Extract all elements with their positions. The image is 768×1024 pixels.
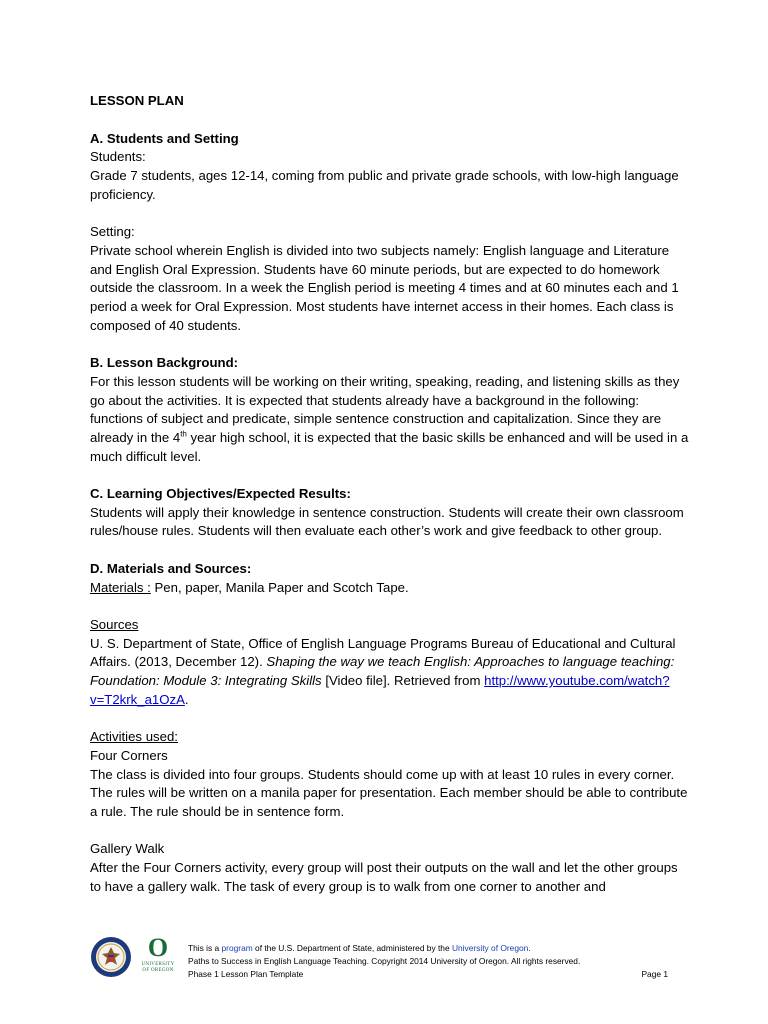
footer-line-3	[188, 968, 668, 981]
footer-line-2: Paths to Success in English Language Teaching. Copyright 2014 University of Oregon. All rights reserved.	[188, 956, 581, 966]
citation-part-1: U. S. Department of State, Office of English Language Programs Bureau of Educational and Cultural Affairs. (2013, December 12).	[90, 635, 676, 670]
gallery-walk-title: Gallery Walk	[90, 841, 165, 857]
footer-line-1	[188, 942, 668, 955]
source-citation	[90, 635, 690, 710]
setting-text: Private school wherein English is divided into two subjects namely: English language and Literature and English Oral Expression. Students have 60 minute periods, but are expected to do homework outside the classroom. In a week the English period is meeting 4 times and at 60 minutes each and 1 period a week for Oral Expression. Most students have internet access in their homes. Each class is composed of 40 students.	[90, 242, 679, 333]
uo-logo-letter: O	[147, 933, 169, 962]
materials-line	[90, 579, 690, 598]
footer-line-1b: of the U.S. Department of State, administered by the	[252, 943, 452, 953]
four-corners-text: The class is divided into four groups. Students should come up with at least 10 rules in every corner. The rules will be written on a manila paper for presentation. Each member should be able to contribute a rule. The rule should be in sentence form.	[90, 766, 688, 819]
video-link[interactable]: http://www.youtube.com/watch?v=T2krk_a1OzA	[90, 673, 670, 707]
uo-logo-text-1: UNIVERSITY	[141, 962, 175, 967]
template-name: Phase 1 Lesson Plan Template	[188, 969, 304, 979]
section-b-heading: B. Lesson Background:	[90, 355, 239, 371]
footer-text	[188, 942, 668, 981]
citation-part-2: [Video file]. Retrieved from	[321, 673, 485, 689]
background-text-2: year high school, it is expected that the basic skills be enhanced and will be used in a much difficult level.	[90, 429, 689, 464]
activities-label: Activities used:	[90, 729, 178, 745]
department-of-state-seal-icon	[90, 936, 132, 978]
footer-line-1a: This is a	[188, 943, 222, 953]
section-a-heading: A. Students and Setting	[90, 130, 239, 146]
sources-label: Sources	[90, 616, 139, 632]
program-link[interactable]: program	[221, 943, 253, 953]
lesson-plan-document	[90, 92, 690, 896]
objectives-text: Students will apply their knowledge in sentence construction. Students will create their own classroom rules/house rules. Students will then evaluate each other’s work and give feedback to other group.	[90, 504, 684, 539]
section-d-heading: D. Materials and Sources:	[90, 560, 252, 576]
university-of-oregon-link[interactable]: University of Oregon	[451, 943, 529, 953]
university-of-oregon-logo	[140, 934, 176, 982]
setting-label: Setting:	[90, 224, 135, 240]
citation-end: .	[184, 691, 189, 707]
page-number: Page 1	[641, 969, 668, 979]
footer-line-1c: .	[528, 943, 531, 953]
page-footer	[90, 932, 670, 992]
four-corners-title: Four Corners	[90, 747, 168, 763]
materials-text: Pen, paper, Manila Paper and Scotch Tape.	[150, 579, 409, 595]
citation-title: Shaping the way we teach English: Approaches to language teaching: Foundation: Module 3: Integrating Skills	[90, 654, 675, 689]
document-title: LESSON PLAN	[90, 93, 184, 108]
materials-label: Materials :	[90, 579, 151, 595]
section-c-heading: C. Learning Objectives/Expected Results:	[90, 486, 351, 502]
lesson-background-text	[90, 373, 690, 467]
background-text-1: For this lesson students will be working on their writing, speaking, reading, and listening skills as they go about the activities. It is expected that students already have a background in the following: functions of subject and predicate, simple sentence construction and capitalization. Since they are already in the 4	[90, 373, 680, 445]
ordinal-suffix: th	[180, 429, 187, 439]
students-label: Students:	[90, 149, 146, 165]
students-text: Grade 7 students, ages 12-14, coming from public and private grade schools, with low-high language proficiency.	[90, 168, 679, 202]
uo-logo-text-2: OF OREGON	[142, 968, 174, 973]
gallery-walk-text: After the Four Corners activity, every group will post their outputs on the wall and let the other groups to have a gallery walk. The task of every group is to walk from one corner to another and	[90, 860, 678, 894]
